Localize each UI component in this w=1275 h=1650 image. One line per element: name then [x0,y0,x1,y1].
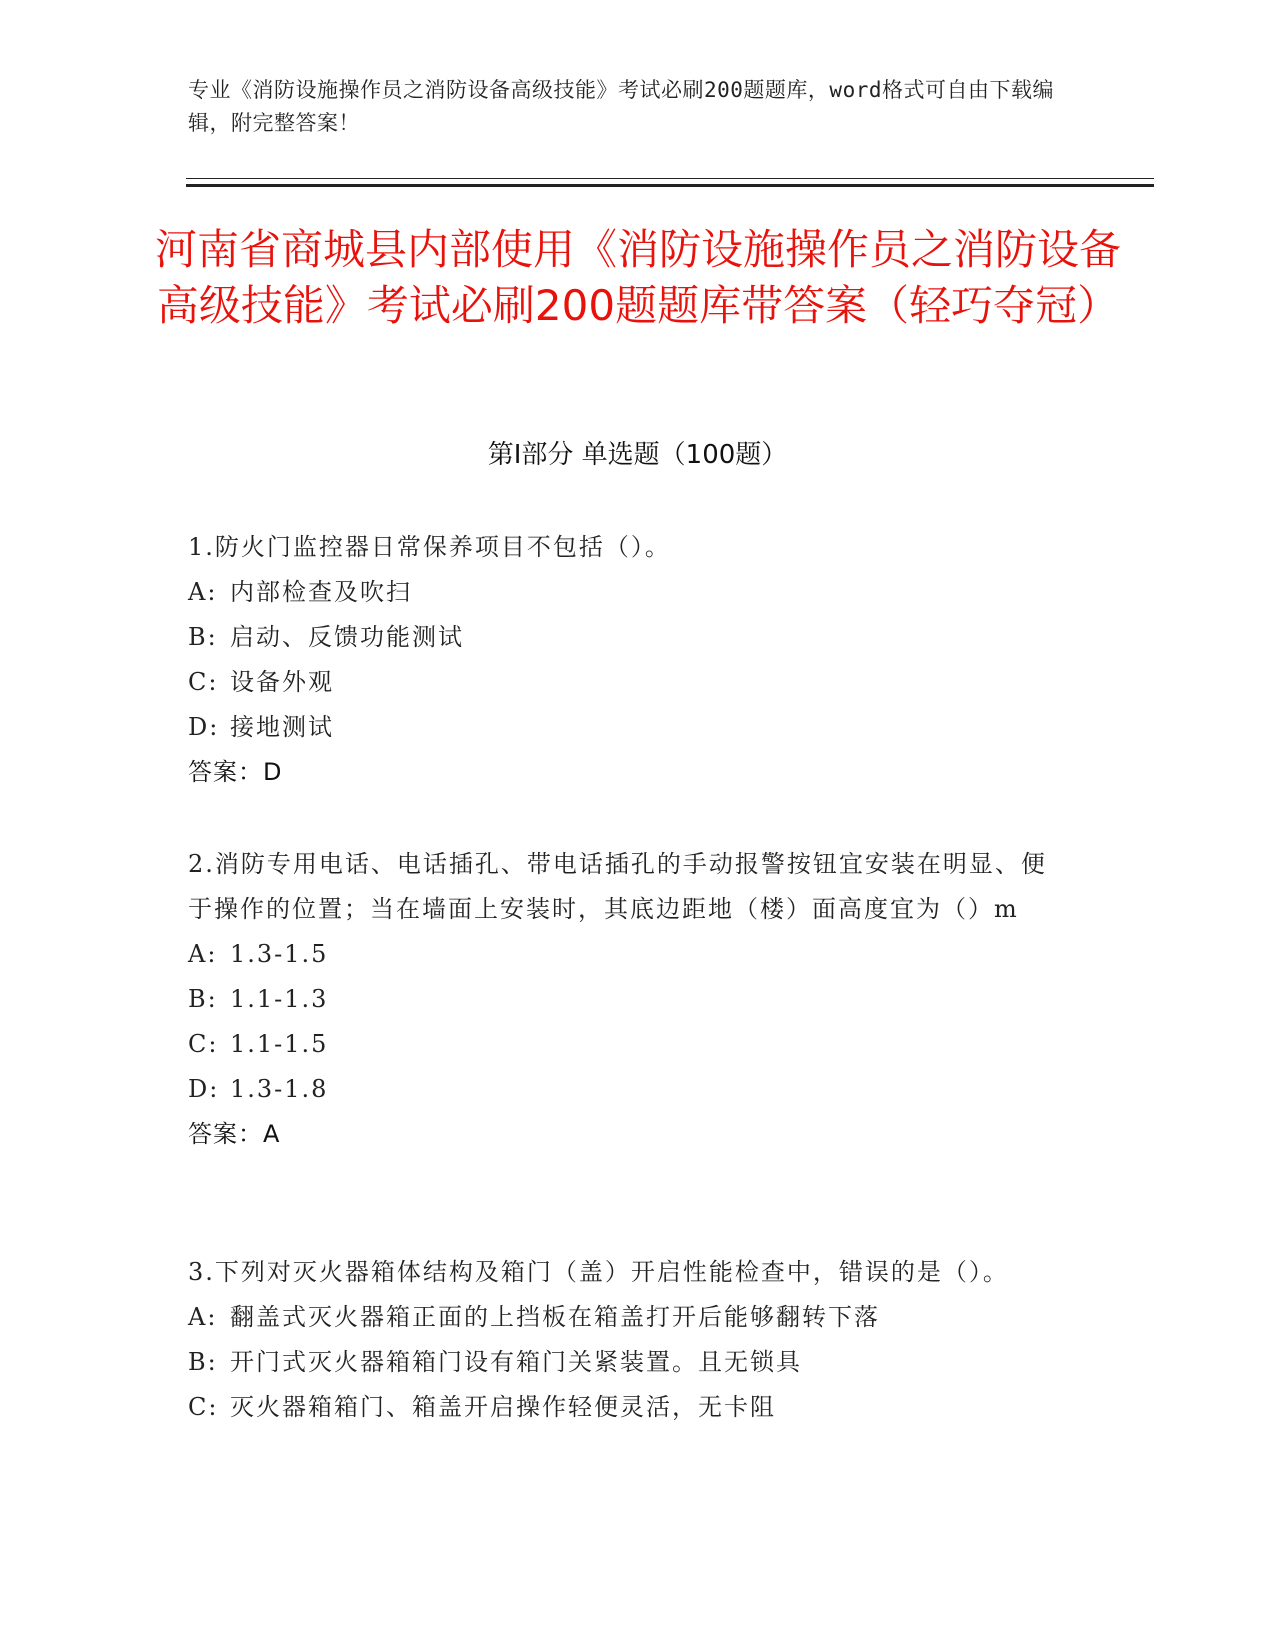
option-letter: D: [188,1075,220,1103]
question-1 [188,525,1068,795]
question-stem: 3.下列对灭火器箱体结构及箱门（盖）开启性能检查中，错误的是（）。 [188,1258,1009,1286]
header-divider-thick [186,184,1154,187]
answer-line: 答案：D [188,758,283,786]
option-text: 灭火器箱箱门、箱盖开启操作轻便灵活，无卡阻 [230,1393,776,1421]
question-2 [188,842,1068,1157]
option-text: 1.1-1.5 [230,1030,329,1058]
option-text: 开门式灭火器箱箱门设有箱门关紧装置。且无锁具 [230,1348,802,1376]
document-title: 河南省商城县内部使用《消防设施操作员之消防设备高级技能》考试必刷200题题库带答案（轻巧夺冠） [154,225,1121,330]
option-b [188,1340,1068,1385]
option-a [188,1295,1068,1340]
option-text: 1.3-1.8 [230,1075,329,1103]
question-3 [188,1250,1068,1430]
question-stem: 2.消防专用电话、电话插孔、带电话插孔的手动报警按钮宜安装在明显、便于操作的位置；当在墙面上安装时，其底边距地（楼）面高度宜为（）m [188,850,1047,923]
option-text: 启动、反馈功能测试 [230,623,464,651]
section-heading: 第I部分 单选题（100题） [487,440,788,470]
option-text: 翻盖式灭火器箱正面的上挡板在箱盖打开后能够翻转下落 [230,1303,880,1331]
option-text: 接地测试 [230,713,334,741]
option-letter: C: [188,1030,219,1058]
option-letter: C: [188,1393,219,1421]
option-b [188,977,1068,1022]
option-c [188,1385,1068,1430]
header-divider-thin [186,178,1154,179]
option-text: 设备外观 [230,668,334,696]
option-c [188,1022,1068,1067]
option-letter: A: [188,940,218,968]
option-letter: D: [188,713,220,741]
option-a [188,932,1068,977]
option-text: 内部检查及吹扫 [230,578,412,606]
option-letter: A: [188,578,218,606]
option-text: 1.3-1.5 [230,940,329,968]
question-stem: 1.防火门监控器日常保养项目不包括（）。 [188,533,671,561]
option-a [188,570,1068,615]
option-d [188,705,1068,750]
option-letter: A: [188,1303,218,1331]
option-letter: B: [188,985,218,1013]
header-note: 专业《消防设施操作员之消防设备高级技能》考试必刷200题题库，word格式可自由下载编辑，附完整答案！ [188,78,1054,135]
answer-line: 答案：A [188,1120,281,1148]
option-letter: C: [188,668,219,696]
option-text: 1.1-1.3 [230,985,329,1013]
option-b [188,615,1068,660]
option-d [188,1067,1068,1112]
option-letter: B: [188,623,218,651]
option-c [188,660,1068,705]
option-letter: B: [188,1348,218,1376]
